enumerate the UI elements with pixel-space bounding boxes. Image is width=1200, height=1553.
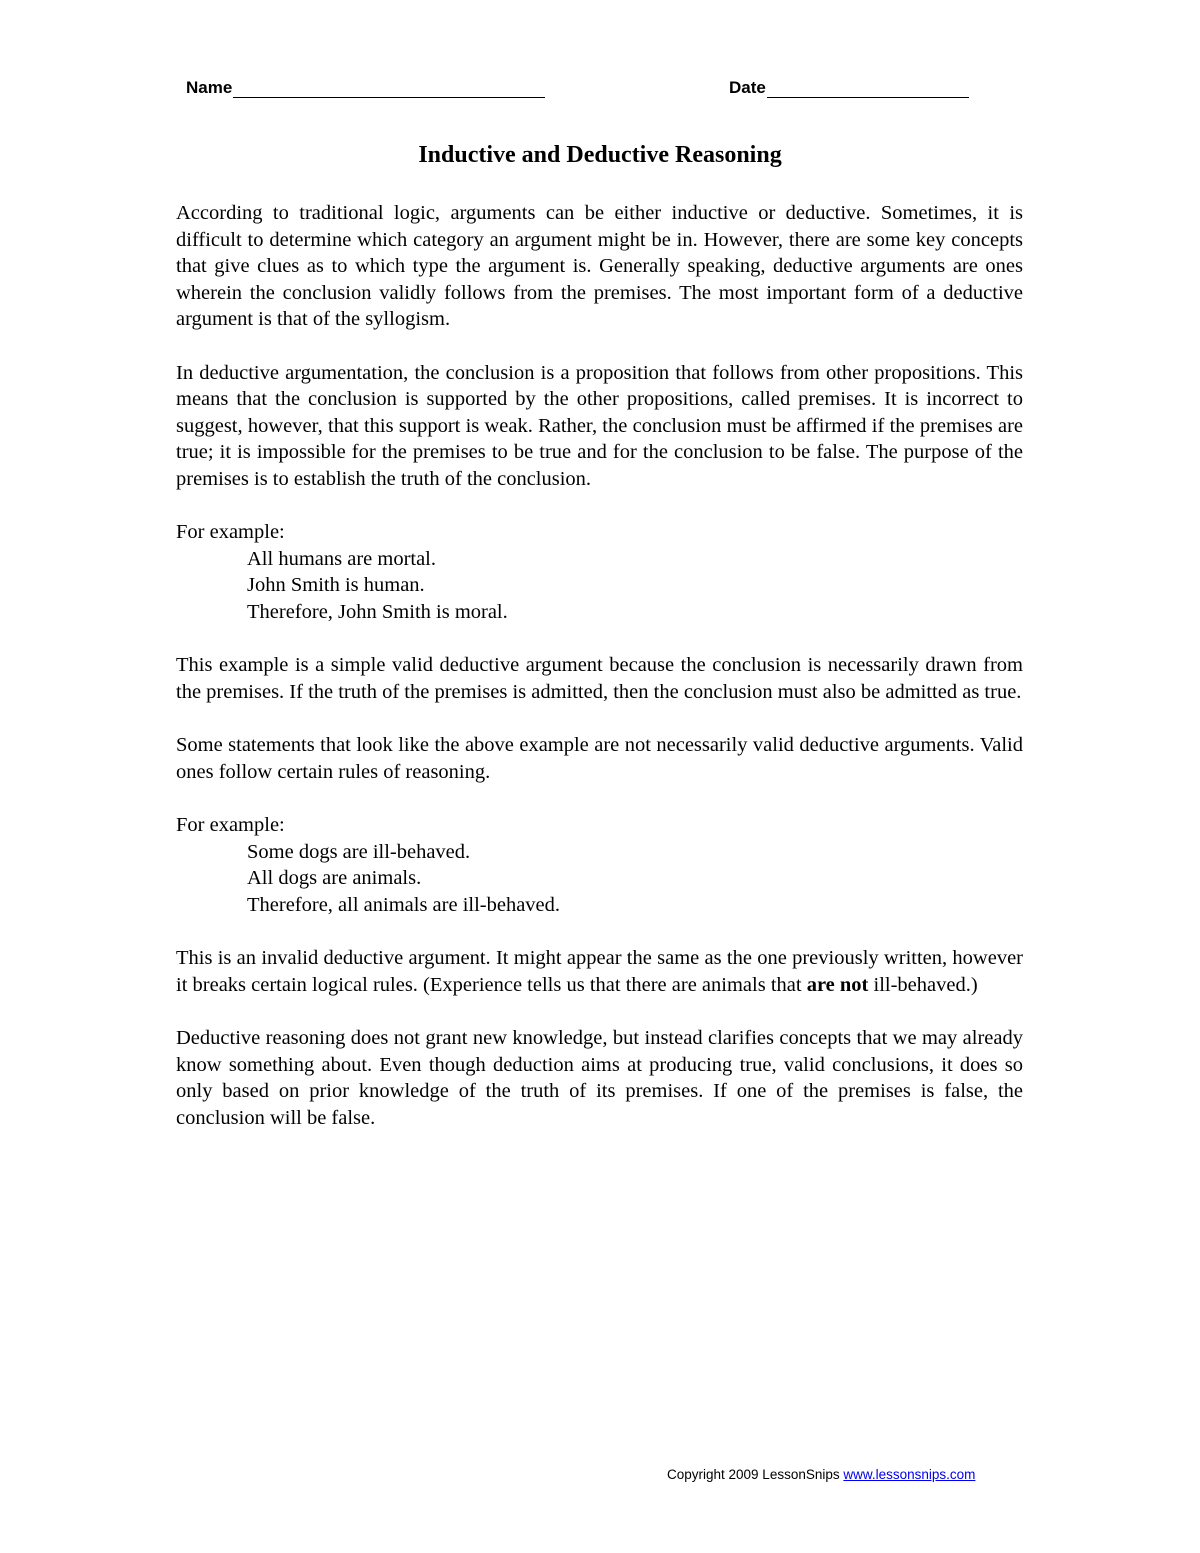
paragraph-invalid-explanation (176, 945, 1023, 998)
article-body (176, 200, 1023, 1158)
example-1-line: Therefore, John Smith is moral. (247, 600, 508, 623)
paragraph-valid-explanation: This example is a simple valid deductive argument because the conclusion is necessarily drawn from the premises. If the truth of the premises is admitted, then the conclusion must also be admitted as true. (176, 654, 1023, 703)
footer-copyright (667, 1467, 975, 1482)
example-1-line: John Smith is human. (247, 574, 425, 596)
date-label: Date (729, 78, 766, 97)
paragraph-deductive-argumentation: In deductive argumentation, the conclusion is a proposition that follows from other propositions. This means that the conclusion is supported by the other propositions, called premises. It is incorrect to suggest, however, that this support is weak. Rather, the conclusion must be affirmed if the premises are true; it is impossible for the premises to be true and for the conclusion to be false. The purpose of the premises is to establish the truth of the conclusion. (176, 361, 1023, 490)
date-blank-line (767, 80, 969, 98)
name-label: Name (186, 78, 233, 97)
paragraph-conclusion: Deductive reasoning does not grant new knowledge, but instead clarifies concepts that we may already know something about. Even though deduction aims at producing true, valid conclusions, it does so only based on prior knowledge of the truth of its premises. If one of the premises is false, the conclusion will be false. (176, 1027, 1023, 1129)
paragraph-not-necessarily-valid: Some statements that look like the above example are not necessarily valid deductive arguments. Valid ones follow certain rules of reasoning. (176, 734, 1023, 783)
invalid-text-start: This is an invalid deductive argument. It might appear the same as the one previously written, however it breaks certain logical rules. (Experience tells us that there are animals that (176, 947, 1023, 996)
example-2-line: All dogs are animals. (247, 867, 422, 889)
invalid-text-emphasis: are not (806, 973, 869, 996)
example-1-line: All humans are mortal. (247, 547, 437, 570)
example-2-list (247, 839, 1023, 919)
example-2-intro: For example: (176, 814, 285, 836)
date-field (729, 76, 969, 98)
example-2-line: Some dogs are ill-behaved. (247, 840, 471, 863)
name-field (186, 76, 545, 98)
website-link[interactable]: www.lessonsnips.com (843, 1467, 976, 1482)
example-2-line: Therefore, all animals are ill-behaved. (247, 893, 561, 916)
invalid-text-end: ill-behaved.) (868, 973, 978, 996)
example-1-list (247, 546, 1023, 626)
page-title: Inductive and Deductive Reasoning (418, 142, 782, 168)
example-1-intro: For example: (176, 521, 285, 543)
name-blank-line (233, 80, 545, 98)
paragraph-intro: According to traditional logic, arguments can be either inductive or deductive. Sometimes, it is difficult to determine which category an argument might be in. However, there are some key concepts that give clues as to which type the argument is. Generally speaking, deductive arguments are ones wherein the conclusion validly follows from the premises. The most important form of a deductive argument is that of the syllogism. (176, 202, 1023, 330)
copyright-text: Copyright 2009 LessonSnips (667, 1467, 844, 1482)
